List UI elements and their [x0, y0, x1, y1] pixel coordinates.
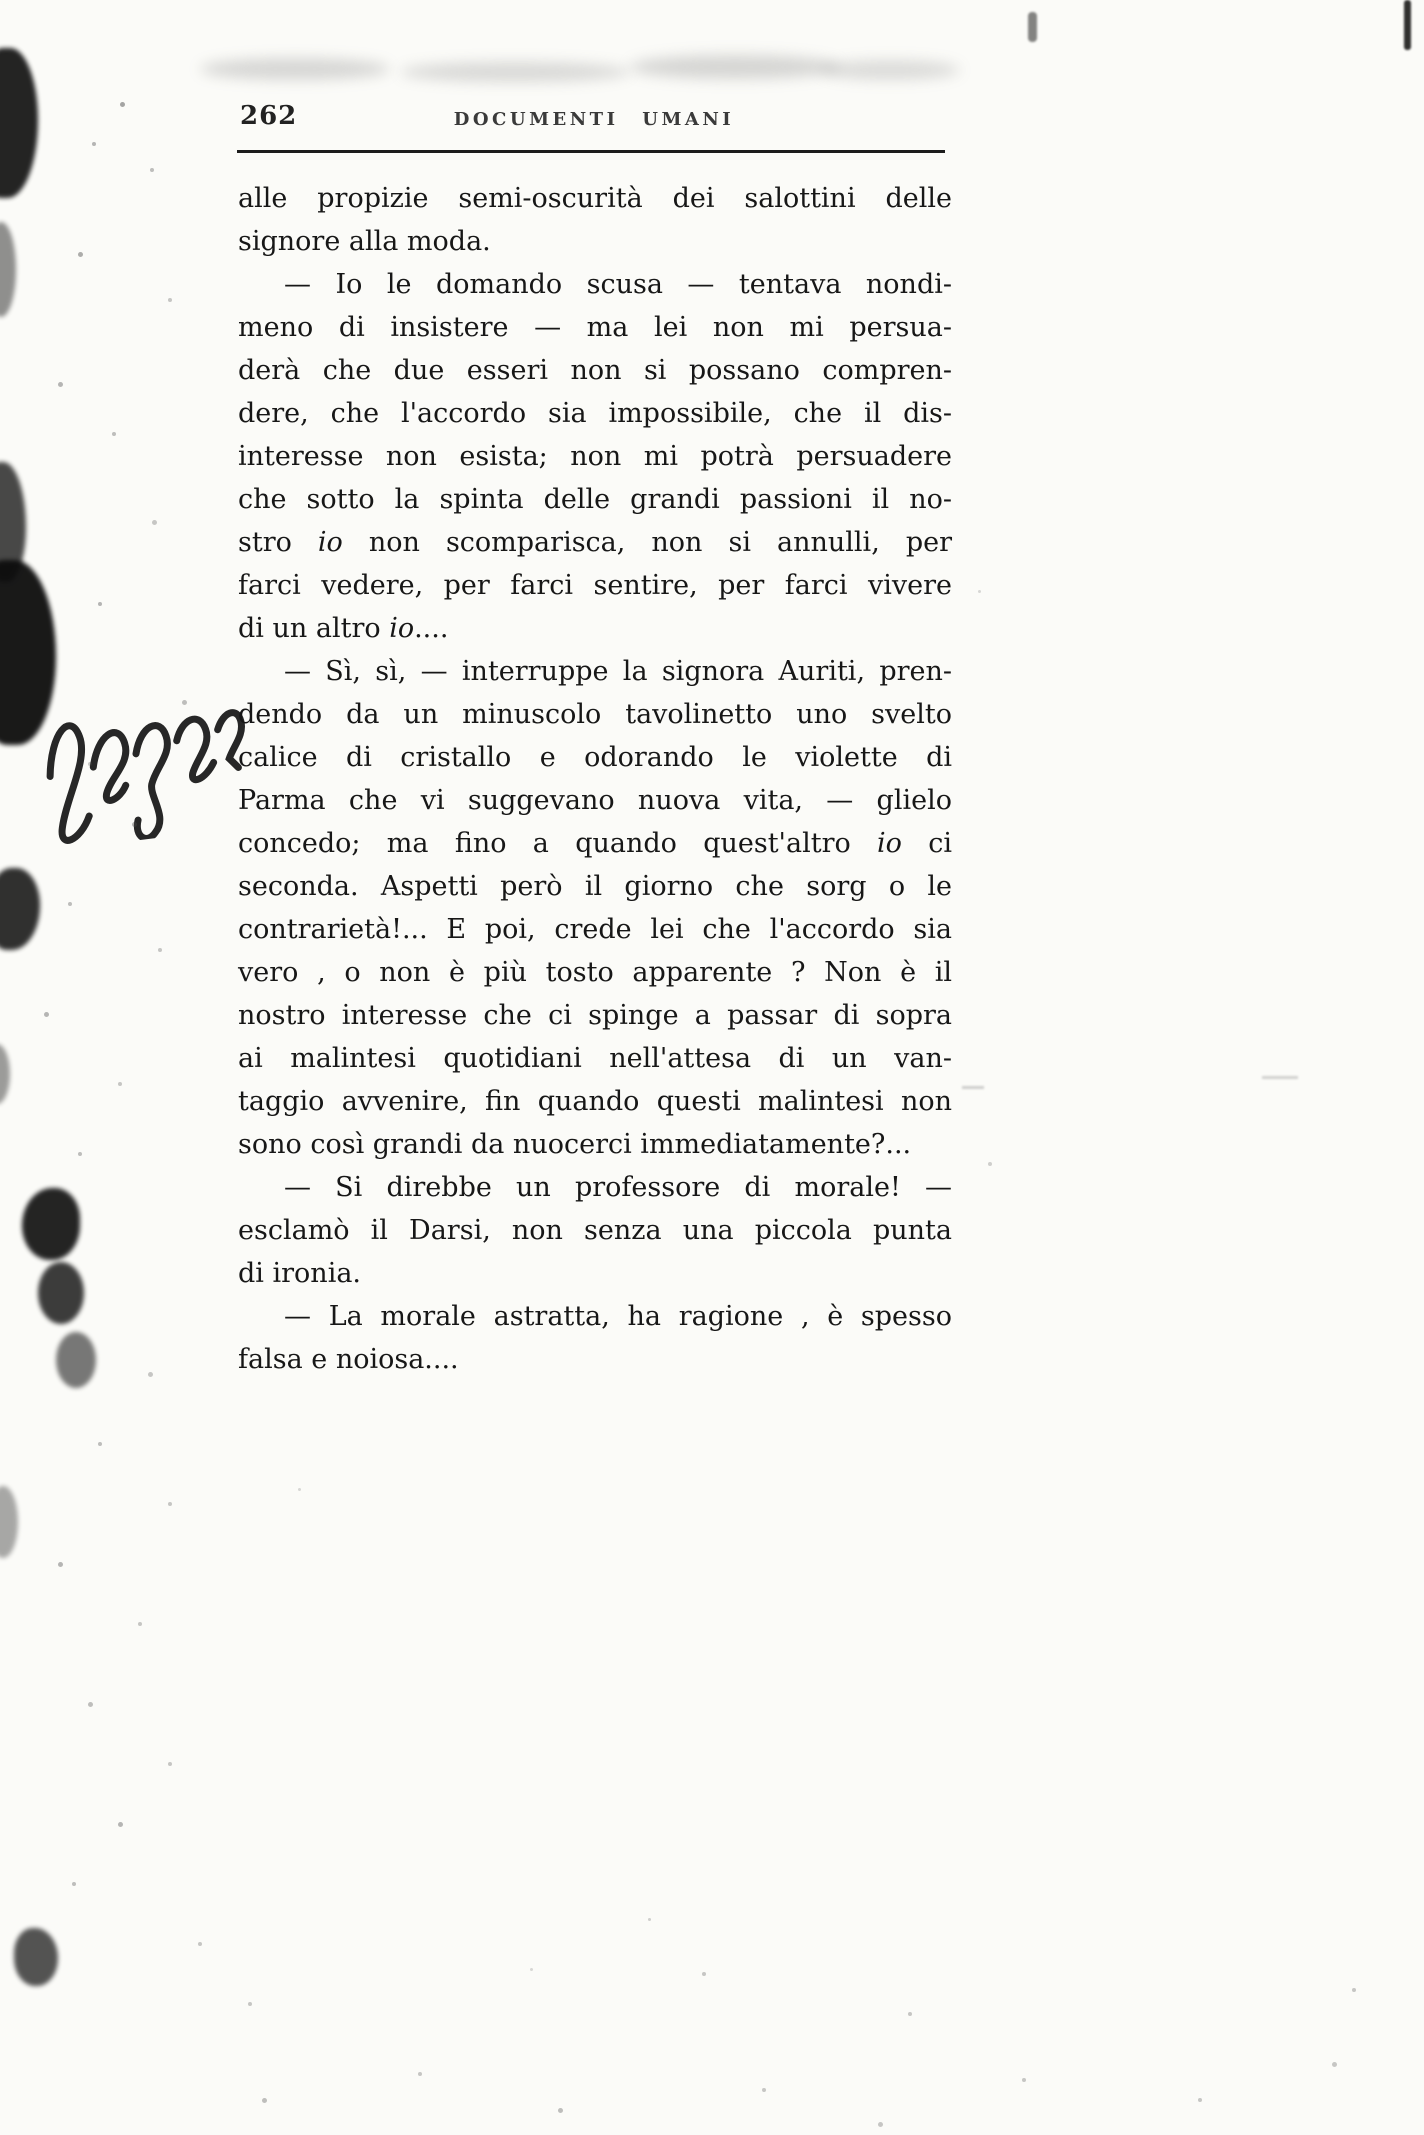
scan-speck — [198, 1942, 202, 1946]
scan-speck — [138, 1622, 142, 1626]
ink-blot — [0, 48, 38, 198]
scan-speck — [168, 298, 172, 302]
text-segment: — La morale astratta, ha ragione , è spesso — [284, 1301, 952, 1332]
text-segment: interesse non esista; non mi potrà persuadere — [238, 441, 952, 472]
ink-blot — [1028, 12, 1037, 42]
ink-blot — [0, 1044, 10, 1104]
scan-speck — [118, 1822, 123, 1827]
text-segment: sono così grandi da nuocerci immediatamente?... — [238, 1129, 912, 1160]
scan-speck — [530, 1968, 533, 1971]
ink-blot — [0, 1486, 18, 1558]
scan-speck — [72, 1882, 76, 1886]
text-segment: — Sì, sì, — interruppe la signora Auriti, pren- — [284, 656, 952, 687]
scan-speck — [68, 902, 72, 906]
text-segment: meno di insistere — ma lei non mi persua- — [238, 312, 952, 343]
ink-blot — [38, 1262, 84, 1324]
text-line — [238, 220, 952, 263]
text-segment: vero , o non è più tosto apparente ? Non è il — [238, 957, 952, 988]
scan-speck — [152, 520, 157, 525]
scan-speck — [58, 1562, 63, 1567]
text-segment: nostro interesse che ci spinge a passar di sopra — [238, 1000, 952, 1031]
scan-speck — [1022, 2078, 1026, 2082]
text-segment: dere, che l'accordo sia impossibile, che il dis- — [238, 398, 952, 429]
scan-speck — [908, 2012, 912, 2016]
page-number: 262 — [240, 101, 298, 131]
header-rule — [237, 150, 945, 153]
text-line — [238, 994, 952, 1037]
text-segment: concedo; ma fino a quando quest'altro — [238, 828, 878, 859]
scan-speck — [118, 1082, 122, 1086]
scan-speck — [558, 2108, 563, 2113]
text-segment: calice di cristallo e odorando le violette di — [238, 742, 952, 773]
scan-smudge — [200, 58, 390, 80]
text-segment: non scomparisca, non si annulli, per — [342, 527, 952, 558]
text-line — [238, 435, 952, 478]
text-line — [238, 1252, 952, 1295]
text-segment: dendo da un minuscolo tavolinetto uno svelto — [238, 699, 952, 730]
scan-speck — [112, 432, 116, 436]
text-line — [238, 779, 952, 822]
text-line — [238, 1166, 952, 1209]
scan-speck — [150, 168, 154, 172]
scan-speck — [148, 1372, 153, 1377]
text-line — [238, 1295, 952, 1338]
scan-speck — [58, 382, 63, 387]
scan-speck — [78, 252, 83, 257]
text-segment: stro — [238, 527, 318, 558]
text-line — [238, 564, 952, 607]
scan-speck — [1198, 2098, 1202, 2102]
text-line — [238, 951, 952, 994]
scan-speck — [418, 2072, 422, 2076]
text-block — [238, 177, 952, 1381]
scan-speck — [78, 1152, 82, 1156]
scan-speck — [978, 590, 981, 593]
text-line — [238, 908, 952, 951]
text-segment: alle propizie semi-oscurità dei salottini delle — [238, 183, 952, 214]
scan-speck — [1332, 2062, 1337, 2067]
text-segment: farci vedere, per farci sentire, per farci vivere — [238, 570, 952, 601]
scan-speck — [248, 2002, 252, 2006]
scan-speck — [298, 1488, 301, 1491]
scan-speck — [878, 2122, 883, 2127]
scan-speck — [88, 1702, 93, 1707]
pencil-dash — [962, 1086, 984, 1089]
scan-speck — [702, 1972, 706, 1976]
text-segment: .... — [414, 613, 449, 644]
italic-word: io — [317, 527, 343, 558]
text-segment: — Si direbbe un professore di morale! — — [284, 1172, 952, 1203]
text-line — [238, 1037, 952, 1080]
text-line — [238, 306, 952, 349]
scan-smudge — [630, 55, 840, 79]
scan-speck — [98, 1442, 102, 1446]
text-segment: signore alla moda. — [238, 226, 491, 257]
text-line — [238, 1209, 952, 1252]
scan-speck — [158, 948, 162, 952]
text-segment: Parma che vi suggevano nuova vita, — glielo — [238, 785, 952, 816]
text-line — [238, 478, 952, 521]
pencil-dash — [1262, 1076, 1298, 1079]
text-line — [238, 650, 952, 693]
scan-speck — [168, 1762, 172, 1766]
text-line — [238, 392, 952, 435]
text-segment: derà che due esseri non si possano compren- — [238, 355, 952, 386]
scan-speck — [182, 700, 187, 705]
scan-speck — [88, 762, 92, 766]
scan-speck — [132, 822, 137, 827]
scan-speck — [120, 102, 125, 107]
scan-speck — [262, 2098, 267, 2103]
scan-speck — [988, 1162, 992, 1166]
text-line — [238, 822, 952, 865]
text-line — [238, 865, 952, 908]
ink-blot — [56, 1332, 96, 1388]
ink-blot — [1404, 0, 1411, 50]
text-segment: contrarietà!... E poi, crede lei che l'accordo sia — [238, 914, 952, 945]
text-segment: seconda. Aspetti però il giorno che sorg o le — [238, 871, 952, 902]
scan-speck — [168, 1502, 172, 1506]
text-segment: taggio avvenire, fin quando questi malintesi non — [238, 1086, 952, 1117]
ink-blot — [22, 1188, 80, 1260]
italic-word: io — [877, 828, 902, 859]
ink-blot — [14, 1928, 58, 1986]
text-segment: di un altro — [238, 613, 390, 644]
text-segment: che sotto la spinta delle grandi passioni il no- — [238, 484, 952, 515]
text-segment: ci — [901, 828, 953, 859]
text-line — [238, 263, 952, 306]
scan-speck — [648, 1918, 651, 1921]
text-line — [238, 693, 952, 736]
scan-speck — [44, 1012, 49, 1017]
text-line — [238, 177, 952, 220]
text-line — [238, 607, 952, 650]
text-segment: di ironia. — [238, 1258, 362, 1289]
text-segment: falsa e noiosa.... — [238, 1344, 459, 1375]
text-line — [238, 736, 952, 779]
text-line — [238, 349, 952, 392]
text-line — [238, 1080, 952, 1123]
text-segment: — Io le domando scusa — tentava nondi- — [284, 269, 952, 300]
scan-smudge — [820, 60, 960, 80]
scan-speck — [92, 142, 96, 146]
scan-speck — [1352, 1988, 1356, 1992]
scan-smudge — [400, 62, 630, 82]
ink-blot — [0, 222, 16, 317]
text-segment: esclamò il Darsi, non senza una piccola punta — [238, 1215, 952, 1246]
text-line — [238, 1338, 952, 1381]
text-segment: ai malintesi quotidiani nell'attesa di un van- — [238, 1043, 952, 1074]
text-line — [238, 521, 952, 564]
ink-blot — [0, 868, 40, 950]
scan-speck — [98, 602, 102, 606]
scan-speck — [762, 2088, 766, 2092]
running-header: DOCUMENTI UMANI — [453, 109, 735, 130]
italic-word: io — [389, 613, 415, 644]
text-line — [238, 1123, 952, 1166]
